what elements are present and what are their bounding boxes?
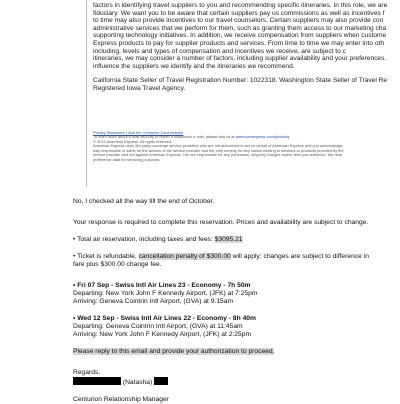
- regards-text: Regards,: [73, 369, 101, 376]
- flight-outbound-title: • Fri 07 Sep - Swiss Intl Air Lines 23 - Economy - 7h 50m: [73, 282, 251, 289]
- cancellation-penalty: cancellation penalty of $300.00: [138, 253, 231, 260]
- flight-return-depart: Departing: Geneva Cointrin Intl Airport, (GVA) at 11:45am: [73, 323, 243, 330]
- response-required-text: Your response is required to complete this reservation. Prices and availability are subject to change.: [73, 219, 369, 226]
- redacted-name: [154, 377, 168, 385]
- footer-line: © 2015 American Express. All rights reserved: [93, 138, 172, 144]
- refund-line: • Ticket is refundable, cancellation penalty of $300.00 will apply; changes are subject to difference in: [73, 253, 369, 260]
- footer-links[interactable]: Privacy Statement | Visit the Centurion Card website: [93, 129, 184, 135]
- fare-line: • Total air reservation, including taxes and fees: $3095.21: [73, 236, 243, 243]
- fare-amount: $3095.21: [214, 236, 243, 243]
- email-footer: [93, 131, 400, 163]
- registration-line: Registered Iowa Travel Agency.: [93, 84, 186, 92]
- disclosure-line: supporting technology initiatives. In addition, we receive compensation from suppliers when custome: [93, 32, 387, 40]
- signer-title: Centurion Relationship Manager: [73, 396, 169, 403]
- flight-return-title: • Wed 12 Sep - Swiss Intl Air Lines 22 - Economy - 8h 40m: [73, 315, 256, 322]
- registration-line: California State Seller of Travel Registration Number: 1022318. Washington State Seller of Travel Re: [93, 77, 388, 85]
- quoted-disclosure: [87, 0, 400, 162]
- footer-line: preference data for servicing purposes.: [93, 156, 161, 162]
- quoted-message: [86, 0, 400, 187]
- flight-outbound-depart: Departing: New York John F Kennedy Airport, (JFK) at 7:25pm: [73, 290, 258, 297]
- message-body: [73, 198, 400, 404]
- signer-name: (Natasha): [122, 379, 153, 386]
- disclosure-line: fiduciary. We want you to be aware that certain suppliers pay us commissions as well as incentives f: [93, 9, 385, 17]
- disclosure-line: factors in identifying travel suppliers to you and recommending specific itineraries. In this role, we are: [93, 2, 388, 9]
- signer-line: [73, 377, 400, 387]
- reply-request: Please reply to this email and provide your authorization to proceed.: [73, 348, 275, 355]
- intro-text: No, I checked all the way till the end of October.: [73, 198, 215, 205]
- disclosure-line: itineraries, we may consider a number of factors, including supplier availability and your preferences.: [93, 55, 387, 63]
- redacted-name: [73, 377, 121, 385]
- footer-line: To learn more about e-mail security or report a suspicious e-mail, please visit us at americanexpress.com/phishing: [93, 134, 290, 140]
- disclosure-line: administrative services that we perform for them, such as granting them access to our marketing cha: [93, 24, 387, 32]
- disclosure-line: Express products to pay for supplier products and services. From time to time we may enter into oth: [93, 39, 384, 47]
- disclosure-line: influence the suppliers we identify and the itineraries we recommend.: [93, 62, 295, 70]
- footer-line: way responsible or liable for the actions of the service provider and the only remedy for any claims relating to services or products provided by the: [93, 147, 344, 153]
- phishing-link[interactable]: americanexpress.com/phishing: [235, 134, 290, 140]
- disclosure-line: to time may also provide incentives to our travel counselors. Certain suppliers may also provide con: [93, 17, 384, 25]
- refund-line-continued: fare plus $300.00 change fee.: [73, 261, 162, 268]
- disclosure-line: including, levels and types of compensation and incentives we receive, are subject to c: [93, 47, 346, 55]
- footer-line: service provider and not against American Express. You are responsible for any purchases, shipping charges and/or fees you authorize. We rese: [93, 152, 343, 158]
- flight-return-arrive: Arriving: New York John F Kennedy Airport, (JFK) at 2:25pm: [73, 331, 252, 338]
- footer-line: American Express uses 3rd party concierge service providers who are not authorized to act on behalf of American Express and you acknowledge: [93, 143, 343, 149]
- flight-outbound-arrive: Arriving: Geneva Cointrin Intl Airport, (GVA) at 9.15am: [73, 298, 234, 305]
